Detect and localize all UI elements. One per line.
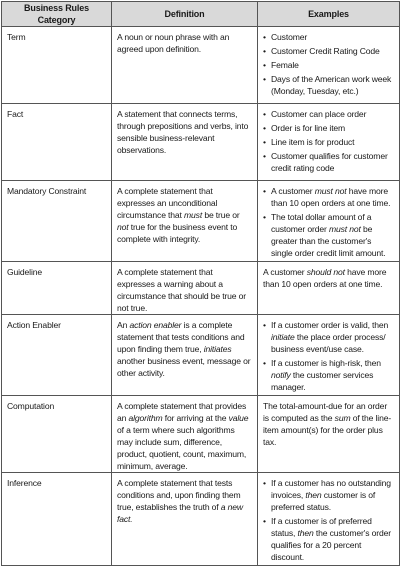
examples-cell	[258, 396, 400, 473]
table-row	[2, 181, 400, 262]
category-label: Term	[7, 32, 26, 42]
examples-cell	[258, 181, 400, 262]
example-item	[263, 108, 394, 120]
example-item	[263, 59, 394, 71]
text-run: The total-amount-due for an order is computed as the	[263, 401, 388, 423]
text-run: A complete statement that expresses an unconditional circumstance that	[117, 186, 218, 220]
text-run: the place order process/ business event/use case.	[271, 332, 386, 354]
text-run: Customer qualifies for customer credit rating code	[271, 151, 388, 173]
examples-list	[263, 185, 394, 259]
table-row	[2, 262, 400, 315]
emphasis-text: initiates	[203, 344, 232, 354]
text-run: have more than 10 open orders at one time.	[271, 186, 391, 208]
definition-cell	[112, 27, 258, 104]
text-run: A statement that connects terms, through prepositions and verbs, into sensible business-relevant observations.	[117, 109, 249, 155]
emphasis-text: not	[117, 222, 129, 232]
category-label: Fact	[7, 109, 24, 119]
text-run: of a term where such algorithms may include sum, difference, product, quotient, count, maximum, minimum, average.	[117, 425, 247, 471]
emphasis-text: should not	[306, 267, 345, 277]
text-run: The total dollar amount of a customer order	[271, 212, 372, 234]
definition-text	[117, 400, 252, 472]
emphasis-text: notify	[271, 370, 291, 380]
emphasis-text: sum	[334, 413, 351, 423]
header-examples: Examples	[258, 2, 400, 27]
category-cell	[2, 262, 112, 315]
definition-text	[117, 477, 252, 525]
text-run: is a complete statement that tests conditions and upon finding them true,	[117, 320, 245, 354]
example-item	[263, 185, 394, 209]
definition-text	[117, 319, 252, 379]
examples-cell	[258, 262, 400, 315]
header-definition: Definition	[112, 2, 258, 27]
category-cell	[2, 315, 112, 396]
emphasis-text: then	[305, 490, 322, 500]
example-item	[263, 319, 394, 355]
emphasis-text: initiate	[271, 332, 295, 342]
text-run: the customer's order qualifies for a 20 percent discount.	[271, 528, 391, 562]
examples-cell	[258, 315, 400, 396]
emphasis-text: must not	[328, 224, 361, 234]
header-category: Business Rules Category	[2, 2, 112, 27]
example-item	[263, 477, 394, 513]
definition-cell	[112, 396, 258, 473]
category-cell	[2, 104, 112, 181]
table-row	[2, 396, 400, 473]
example-item	[263, 136, 394, 148]
examples-text	[263, 266, 394, 290]
category-cell	[2, 396, 112, 473]
text-run: If a customer is of preferred status,	[271, 516, 372, 538]
category-label: Inference	[7, 478, 42, 488]
table-header-row	[2, 2, 400, 27]
examples-text	[263, 400, 394, 448]
example-item	[263, 31, 394, 43]
category-label: Computation	[7, 401, 55, 411]
table-row	[2, 104, 400, 181]
text-run: Customer can place order	[271, 109, 367, 119]
category-label: Guideline	[7, 267, 42, 277]
emphasis-text: must not	[314, 186, 347, 196]
text-run: Female	[271, 60, 299, 70]
text-run: Customer	[271, 32, 308, 42]
text-run: A complete statement that tests conditions and, upon finding them true, establishes the truth of	[117, 478, 241, 512]
text-run: A noun or noun phrase with an agreed upon definition.	[117, 32, 230, 54]
definition-text	[117, 108, 252, 156]
text-run: If a customer has no outstanding invoices,	[271, 478, 391, 500]
emphasis-text: algorithm	[128, 413, 163, 423]
text-run: another business event, message or other activity.	[117, 356, 251, 378]
examples-list	[263, 477, 394, 563]
text-run: of the line-item amount(s) for the order plus tax.	[263, 413, 392, 447]
category-cell	[2, 473, 112, 566]
definition-cell	[112, 473, 258, 566]
text-run: Line item is for product	[271, 137, 355, 147]
example-item	[263, 45, 394, 57]
emphasis-text: then	[297, 528, 314, 538]
category-label: Mandatory Constraint	[7, 186, 87, 196]
text-run: be greater than the customer's single order credit limit amount.	[271, 224, 386, 258]
text-run: Customer Credit Rating Code	[271, 46, 380, 56]
text-run: If a customer is high-risk, then	[271, 358, 381, 368]
table-row	[2, 473, 400, 566]
category-label: Action Enabler	[7, 320, 61, 330]
example-item	[263, 357, 394, 393]
text-run: Order is for line item	[271, 123, 346, 133]
definition-cell	[112, 181, 258, 262]
example-item	[263, 515, 394, 563]
definition-text	[117, 185, 252, 245]
examples-list	[263, 108, 394, 174]
text-run: true for the business event to complete with integrity.	[117, 222, 238, 244]
examples-list	[263, 319, 394, 393]
examples-cell	[258, 104, 400, 181]
table-row	[2, 27, 400, 104]
text-run: be true or	[202, 210, 240, 220]
emphasis-text: action enabler	[129, 320, 182, 330]
example-item	[263, 211, 394, 259]
emphasis-text: a new fact.	[117, 502, 243, 524]
emphasis-text: must	[184, 210, 203, 220]
text-run: An	[117, 320, 130, 330]
text-run: customer is of preferred status.	[271, 490, 376, 512]
examples-cell	[258, 27, 400, 104]
text-run: A complete statement that provides an	[117, 401, 247, 423]
text-run: for arriving at the	[162, 413, 229, 423]
text-run: have more than 10 open orders at one time.	[263, 267, 387, 289]
definition-cell	[112, 262, 258, 315]
emphasis-text: value	[228, 413, 249, 423]
category-cell	[2, 181, 112, 262]
text-run: A customer	[263, 267, 307, 277]
definition-text	[117, 31, 252, 55]
definition-cell	[112, 315, 258, 396]
business-rules-table	[1, 1, 400, 566]
table-row	[2, 315, 400, 396]
text-run: Days of the American work week (Monday, Tuesday, etc.)	[271, 74, 392, 96]
example-item	[263, 150, 394, 174]
example-item	[263, 73, 394, 97]
example-item	[263, 122, 394, 134]
examples-cell	[258, 473, 400, 566]
text-run: the customer services manager.	[271, 370, 374, 392]
text-run: If a customer order is valid, then	[271, 320, 389, 330]
examples-list	[263, 31, 394, 97]
text-run: A complete statement that expresses a warning about a circumstance that should be true or not true.	[117, 267, 246, 313]
definition-cell	[112, 104, 258, 181]
category-cell	[2, 27, 112, 104]
definition-text	[117, 266, 252, 314]
text-run: A customer	[271, 186, 315, 196]
